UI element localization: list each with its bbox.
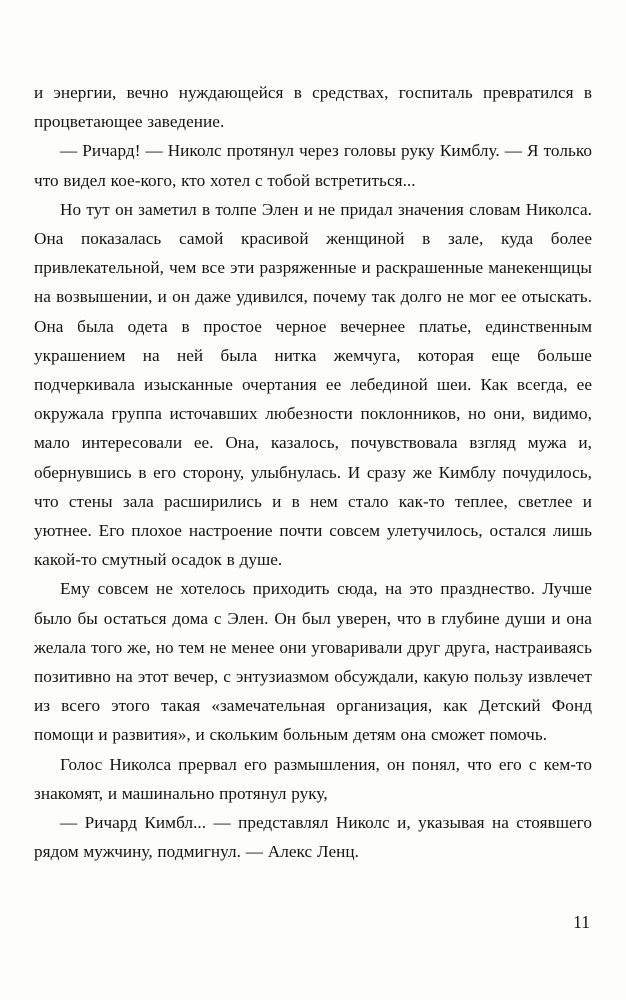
paragraph: — Ричард! — Николс протянул через головы руку Кимблу. — Я только что видел кое-кого, кто хотел с тобой встретиться... <box>34 141 592 190</box>
paragraph: — Ричард Кимбл... — представлял Николс и, указывая на стоявшего рядом мужчину, подмигнул. — Алекс Ленц. <box>34 813 592 862</box>
paragraph: Но тут он заметил в толпе Элен и не придал значения словам Николса. Она показалась самой красивой женщиной в зале, куда более привлекательной, чем все эти разряженные и раскрашенные манекенщицы на возвышении, и он даже удивился, почему так долго не мог ее отыскать. Она была одета в простое черное вечернее платье, единственным украшением на ней была нитка жемчуга, которая еще больше подчеркивала изысканные очертания ее лебединой шеи. Как всегда, ее окружала группа источавших любезности поклонников, но они, видимо, мало интересовали ее. Она, казалось, почувствовала взгляд мужа и, обернувшись в его сторону, улыбнулась. И сразу же Кимблу почудилось, что стены зала расширились и в нем стало как-то теплее, светлее и уютнее. Его плохое настроение почти совсем улетучилось, остался лишь какой-то смутный осадок в душе. <box>34 199 592 570</box>
paragraph: и энергии, вечно нуждающейся в средствах, госпиталь превратился в процветающее заведение. <box>34 83 592 132</box>
paragraph: Ему совсем не хотелось приходить сюда, на это празднество. Лучше было бы остаться дома с Элен. Он был уверен, что в глубине души и она желала того же, но тем не менее они уговаривали друг друга, настраиваясь позитивно на этот вечер, с энтузиазмом обсуждали, какую пользу извлечет из всего этого такая «замечательная организация, как Детский Фонд помощи и развития», и скольким больным детям она сможет помочь. <box>34 579 592 745</box>
body-text-column <box>34 78 592 866</box>
paragraph: Голос Николса прервал его размышления, он понял, что его с кем-то знакомят, и машинально протянул руку, <box>34 754 592 803</box>
page-number: 11 <box>573 912 590 932</box>
